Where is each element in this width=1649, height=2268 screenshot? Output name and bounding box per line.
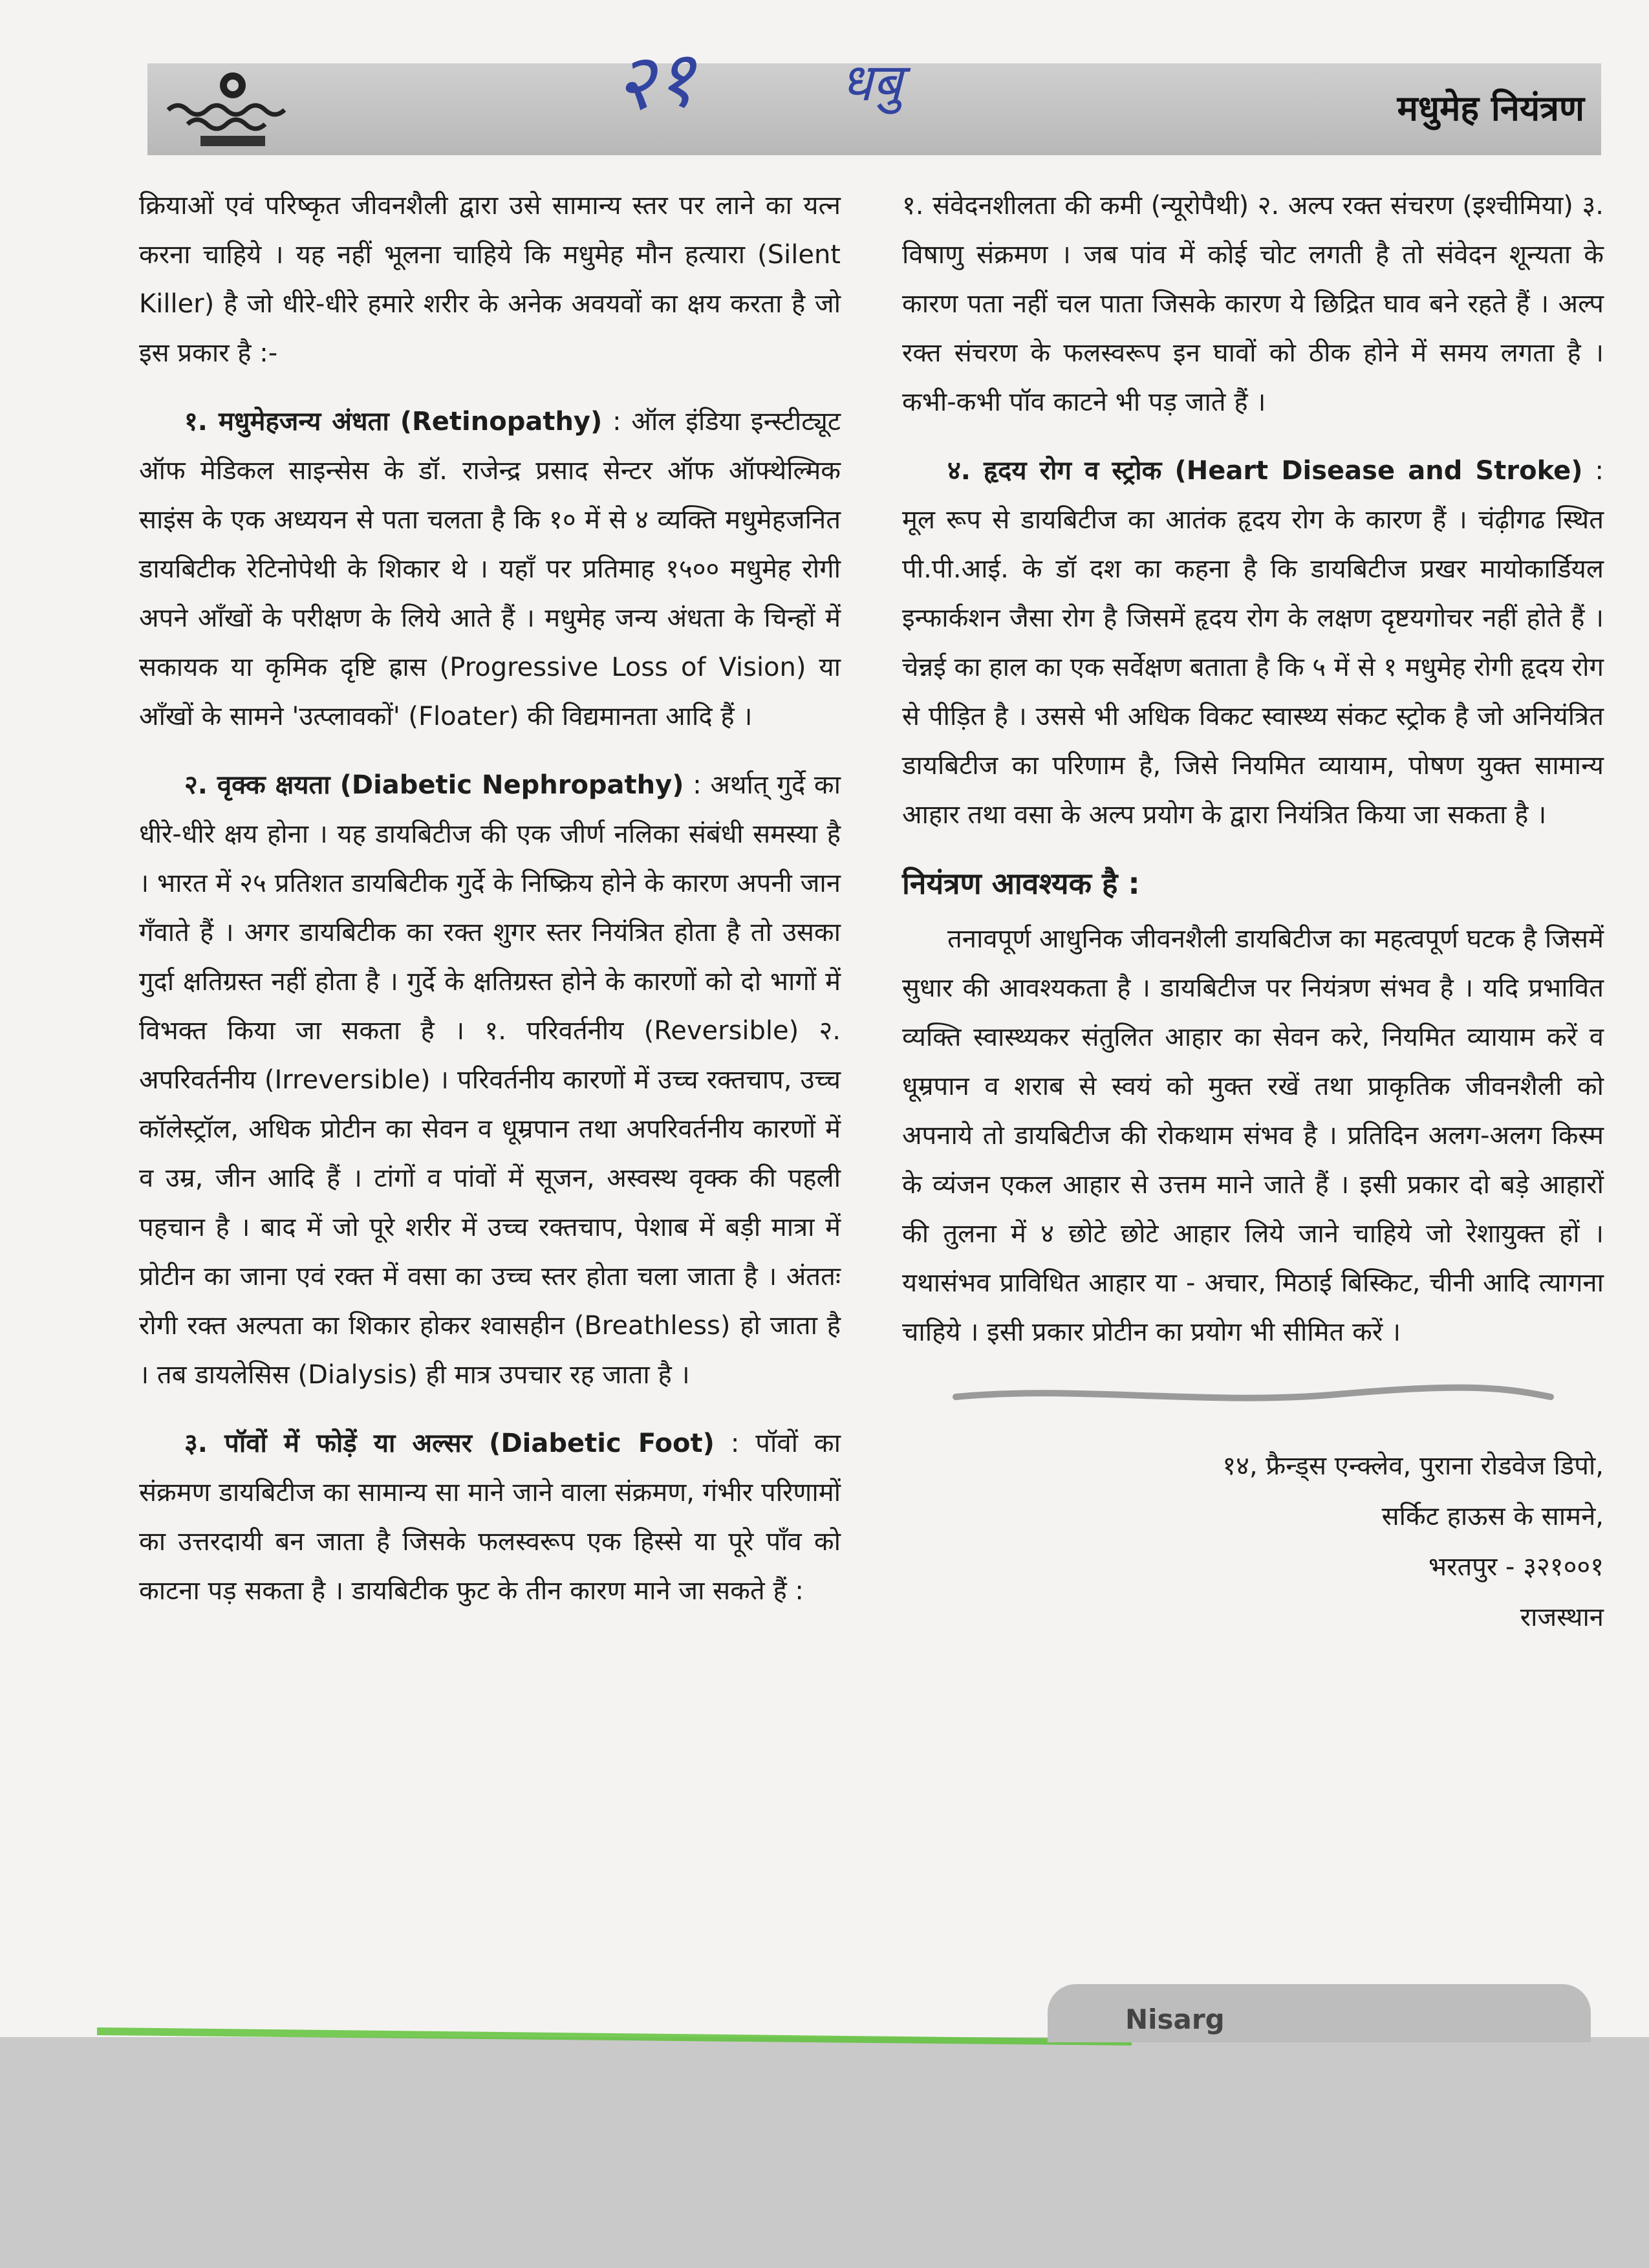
author-address [902, 1441, 1604, 1643]
handwritten-mark: धबु [841, 52, 902, 113]
address-line: भरतपुर - ३२१००१ [1428, 1552, 1604, 1582]
wave-logo-icon [162, 65, 304, 155]
nephropathy-body: : अर्थात् गुर्दे का धीरे-धीरे क्षय होना । यह डायबिटीज की एक जीर्ण नलिका संबंधी समस्या है । भारत में २५ प्रतिशत डायबिटीक गुर्दे के निष्क्रिय होने के कारण अपनी जान गँवाते हैं । अगर डायबिटीक का रक्त शुगर स्तर नियंत्रित होता है तो उसका गुर्दा क्षतिग्रस्त नहीं होता है । गुर्दे के क्षतिग्रस्त होने के कारणों को दो भागों में विभक्त किया जा सकता है । १. परिवर्तनीय (Reversible) २. अपरिवर्तनीय (Irreversible) । परिवर्तनीय कारणों में उच्च रक्तचाप, उच्च कॉलेस्ट्रॉल, अधिक प्रोटीन का सेवन व धूम्रपान तथा अपरिवर्तनीय कारणों में व उम्र, जीन आदि हैं । टांगों व पांवों में सूजन, अस्वस्थ वृक्क की पहली पहचान है । बाद में जो पूरे शरीर में उच्च रक्तचाप, पेशाब में बड़ी मात्रा में प्रोटीन का जाना एवं रक्त में वसा का उच्च स्तर होता चला जाता है । अंततः रोगी रक्त अल्पता का शिकार होकर श्वासहीन (Breathless) हो जाता है । तब डायलेसिस (Dialysis) ही मात्र उपचार रह जाता है । [139, 770, 841, 1390]
wave-divider [949, 1383, 1557, 1409]
control-section-body: तनावपूर्ण आधुनिक जीवनशैली डायबिटीज का महत्वपूर्ण घटक है जिसमें सुधार की आवश्यकता है । डायबिटीज पर नियंत्रण संभव है । यदि प्रभावित व्यक्ति स्वास्थ्यकर संतुलित आहार का सेवन करे, नियमित व्यायाम करें व धूम्रपान व शराब से स्वयं को मुक्त रखें तथा प्राकृतिक जीवनशैली को अपनाये तो डायबिटीज की रोकथाम संभव है । प्रतिदिन अलग-अलग किस्म के व्यंजन एकल आहार से उत्तम माने जाते हैं । इसी प्रकार दो बड़े आहारों की तुलना में ४ छोटे छोटे आहार लिये जाने चाहिये जो रेशायुक्त हों । यथासंभव प्राविधित आहार या - अचार, मिठाई बिस्किट, चीनी आदि त्यागना चाहिये । इसी प्रकार प्रोटीन का प्रयोग भी सीमित करें । [902, 924, 1604, 1347]
heart-disease-title: ४. हृदय रोग व स्ट्रोक (Heart Disease and Stroke) [947, 456, 1583, 486]
footer-tab [1048, 1984, 1591, 2042]
nephropathy-paragraph [139, 761, 841, 1399]
address-line: १४, फ्रैन्ड्स एन्क्लेव, पुराना रोडवेज डिपो, [1222, 1451, 1604, 1481]
address-line: सर्किट हाऊस के सामने, [1381, 1502, 1604, 1531]
diabetic-foot-paragraph [139, 1419, 841, 1615]
scan-bottom-strip [0, 2037, 1649, 2268]
address-line: राजस्थान [1520, 1603, 1604, 1632]
retinopathy-title: १. मधुमेहजन्य अंधता (Retinopathy) [184, 407, 603, 437]
diabetic-foot-title: ३. पॉवों में फोड़ें या अल्सर (Diabetic Foot) [184, 1429, 715, 1458]
nephropathy-title: २. वृक्क क्षयता (Diabetic Nephropathy) [184, 770, 684, 800]
retinopathy-paragraph [139, 397, 841, 741]
control-section-heading: नियंत्रण आवश्यक है : [902, 866, 1140, 901]
retinopathy-body: : ऑल इंडिया इन्स्टीट्यूट ऑफ मेडिकल साइन्सेस के डॉ. राजेन्द्र प्रसाद सेन्टर ऑफ ऑफ्थेल्मिक साइंस के एक अध्ययन से पता चलता है कि १० में से ४ व्यक्ति मधुमेहजनित डायबिटीक रेटिनोपेथी के शिकार थे । यहाँ पर प्रतिमाह १५०० मधुमेह रोगी अपने आँखों के परीक्षण के लिये आते हैं । मधुमेह जन्य अंधता के चिन्हों में सकायक या कृमिक दृष्टि ह्रास (Progressive Loss of Vision) या आँखों के सामने 'उत्प्लावकों' (Floater) की विद्यमानता आदि हैं । [139, 407, 841, 731]
heart-disease-body: : मूल रूप से डायबिटीज का आतंक हृदय रोग के कारण हैं । चंढ़ीगढ स्थित पी.पी.आई. के डॉ दश का कहना है कि डायबिटीज प्रखर मायोकार्डियल इन्फार्कशन जैसा रोग है जिसमें हृदय रोग के लक्षण दृष्टयगोचर नहीं होते हैं । चेन्नई का हाल का एक सर्वेक्षण बताता है कि ५ में से १ मधुमेह रोगी हृदय रोग से पीड़ित है । उससे भी अधिक विकट स्वास्थ्य संकट स्ट्रोक है जो अनियंत्रित डायबिटीज का परिणाम है, जिसे नियमित व्यायाम, पोषण युक्त सामान्य आहार तथा वसा के अल्प प्रयोग के द्वारा नियंत्रित किया जा सकता है । [902, 456, 1604, 830]
page-title: मधुमेह नियंत्रण [1397, 88, 1584, 129]
right-column [902, 181, 1604, 1643]
intro-paragraph: क्रियाओं एवं परिष्कृत जीवनशैली द्वारा उसे सामान्य स्तर पर लाने का यत्न करना चाहिये । यह नहीं भूलना चाहिये कि मधुमेह मौन हत्यारा (Silent Killer) है जो धीरे-धीरे हमारे शरीर के अनेक अवयवों का क्षय करता है जो इस प्रकार है :- [139, 191, 841, 368]
left-column [139, 181, 841, 1635]
handwritten-number: २१ [611, 34, 698, 130]
green-highlighter-streak [97, 2021, 1132, 2047]
footer-tab-text: Nisarg [1125, 2003, 1225, 2035]
diabetic-foot-body: : पॉवों का संक्रमण डायबिटीज का सामान्य सा माने जाने वाला संक्रमण, गंभीर परिणामों का उत्तरदायी बन जाता है जिसके फलस्वरूप एक हिस्से या पूरे पाँव को काटना पड़ सकता है । डायबिटीक फुट के तीन कारण माने जा सकते हैं : [139, 1429, 841, 1606]
foot-causes-paragraph: १. संवेदनशीलता की कमी (न्यूरोपैथी) २. अल्प रक्त संचरण (इश्चीमिया) ३. विषाणु संक्रमण । जब पांव में कोई चोट लगती है तो संवेदन शून्यता के कारण पता नहीं चल पाता जिसके कारण ये छिद्रित घाव बने रहते हैं । अल्प रक्त संचरण के फलस्वरूप इन घावों को ठीक होने में समय लगता है । कभी-कभी पॉव काटने भी पड़ जाते हैं । [902, 191, 1604, 417]
heart-disease-paragraph [902, 446, 1604, 839]
